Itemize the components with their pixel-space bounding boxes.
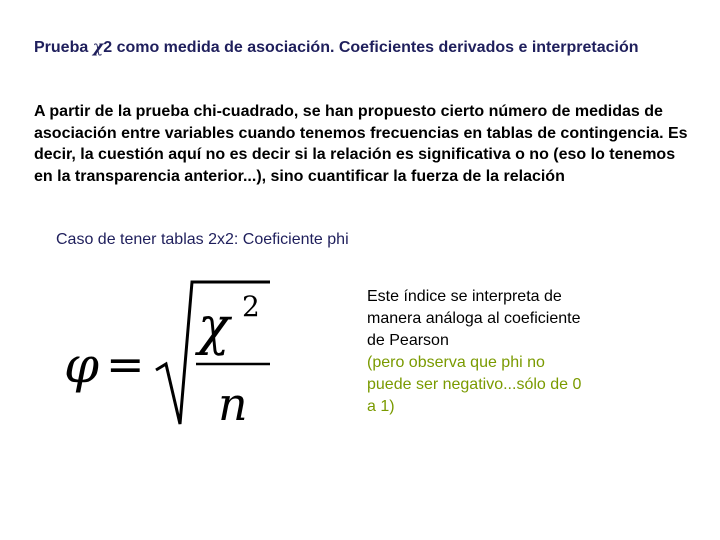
formula-phi: φ [64, 336, 100, 394]
note-black: Este índice se interpreta de manera análoga al coeficiente de Pearson [367, 288, 581, 349]
note-green: (pero observa que phi no puede ser negativo...sólo de 0 a 1) [367, 354, 582, 415]
title-prefix: Prueba [34, 39, 93, 56]
chi-symbol: χ [92, 37, 104, 56]
title-rest: 2 como medida de asociación. Coeficientes derivados e interpretación [103, 39, 639, 56]
case-heading: Caso de tener tablas 2x2: Coeficiente phi [56, 231, 349, 248]
formula-equals: = [106, 337, 145, 391]
intro-paragraph: A partir de la prueba chi-cuadrado, se han propuesto cierto número de medidas de asociación entre variables cuando tenemos frecuencias en tablas de contingencia. Es decir, la cuestión aquí no es decir si la relación es significativa o no (eso lo tenemos en la transparencia anterior...), sino cuantificar la fuerza de la relación [34, 103, 688, 185]
formula-denominator: n [218, 377, 248, 431]
phi-formula [60, 272, 350, 442]
interpretation-note [367, 286, 587, 418]
slide-title [34, 36, 674, 59]
formula-numerator: χ [198, 297, 230, 357]
formula-exponent: 2 [242, 290, 260, 323]
